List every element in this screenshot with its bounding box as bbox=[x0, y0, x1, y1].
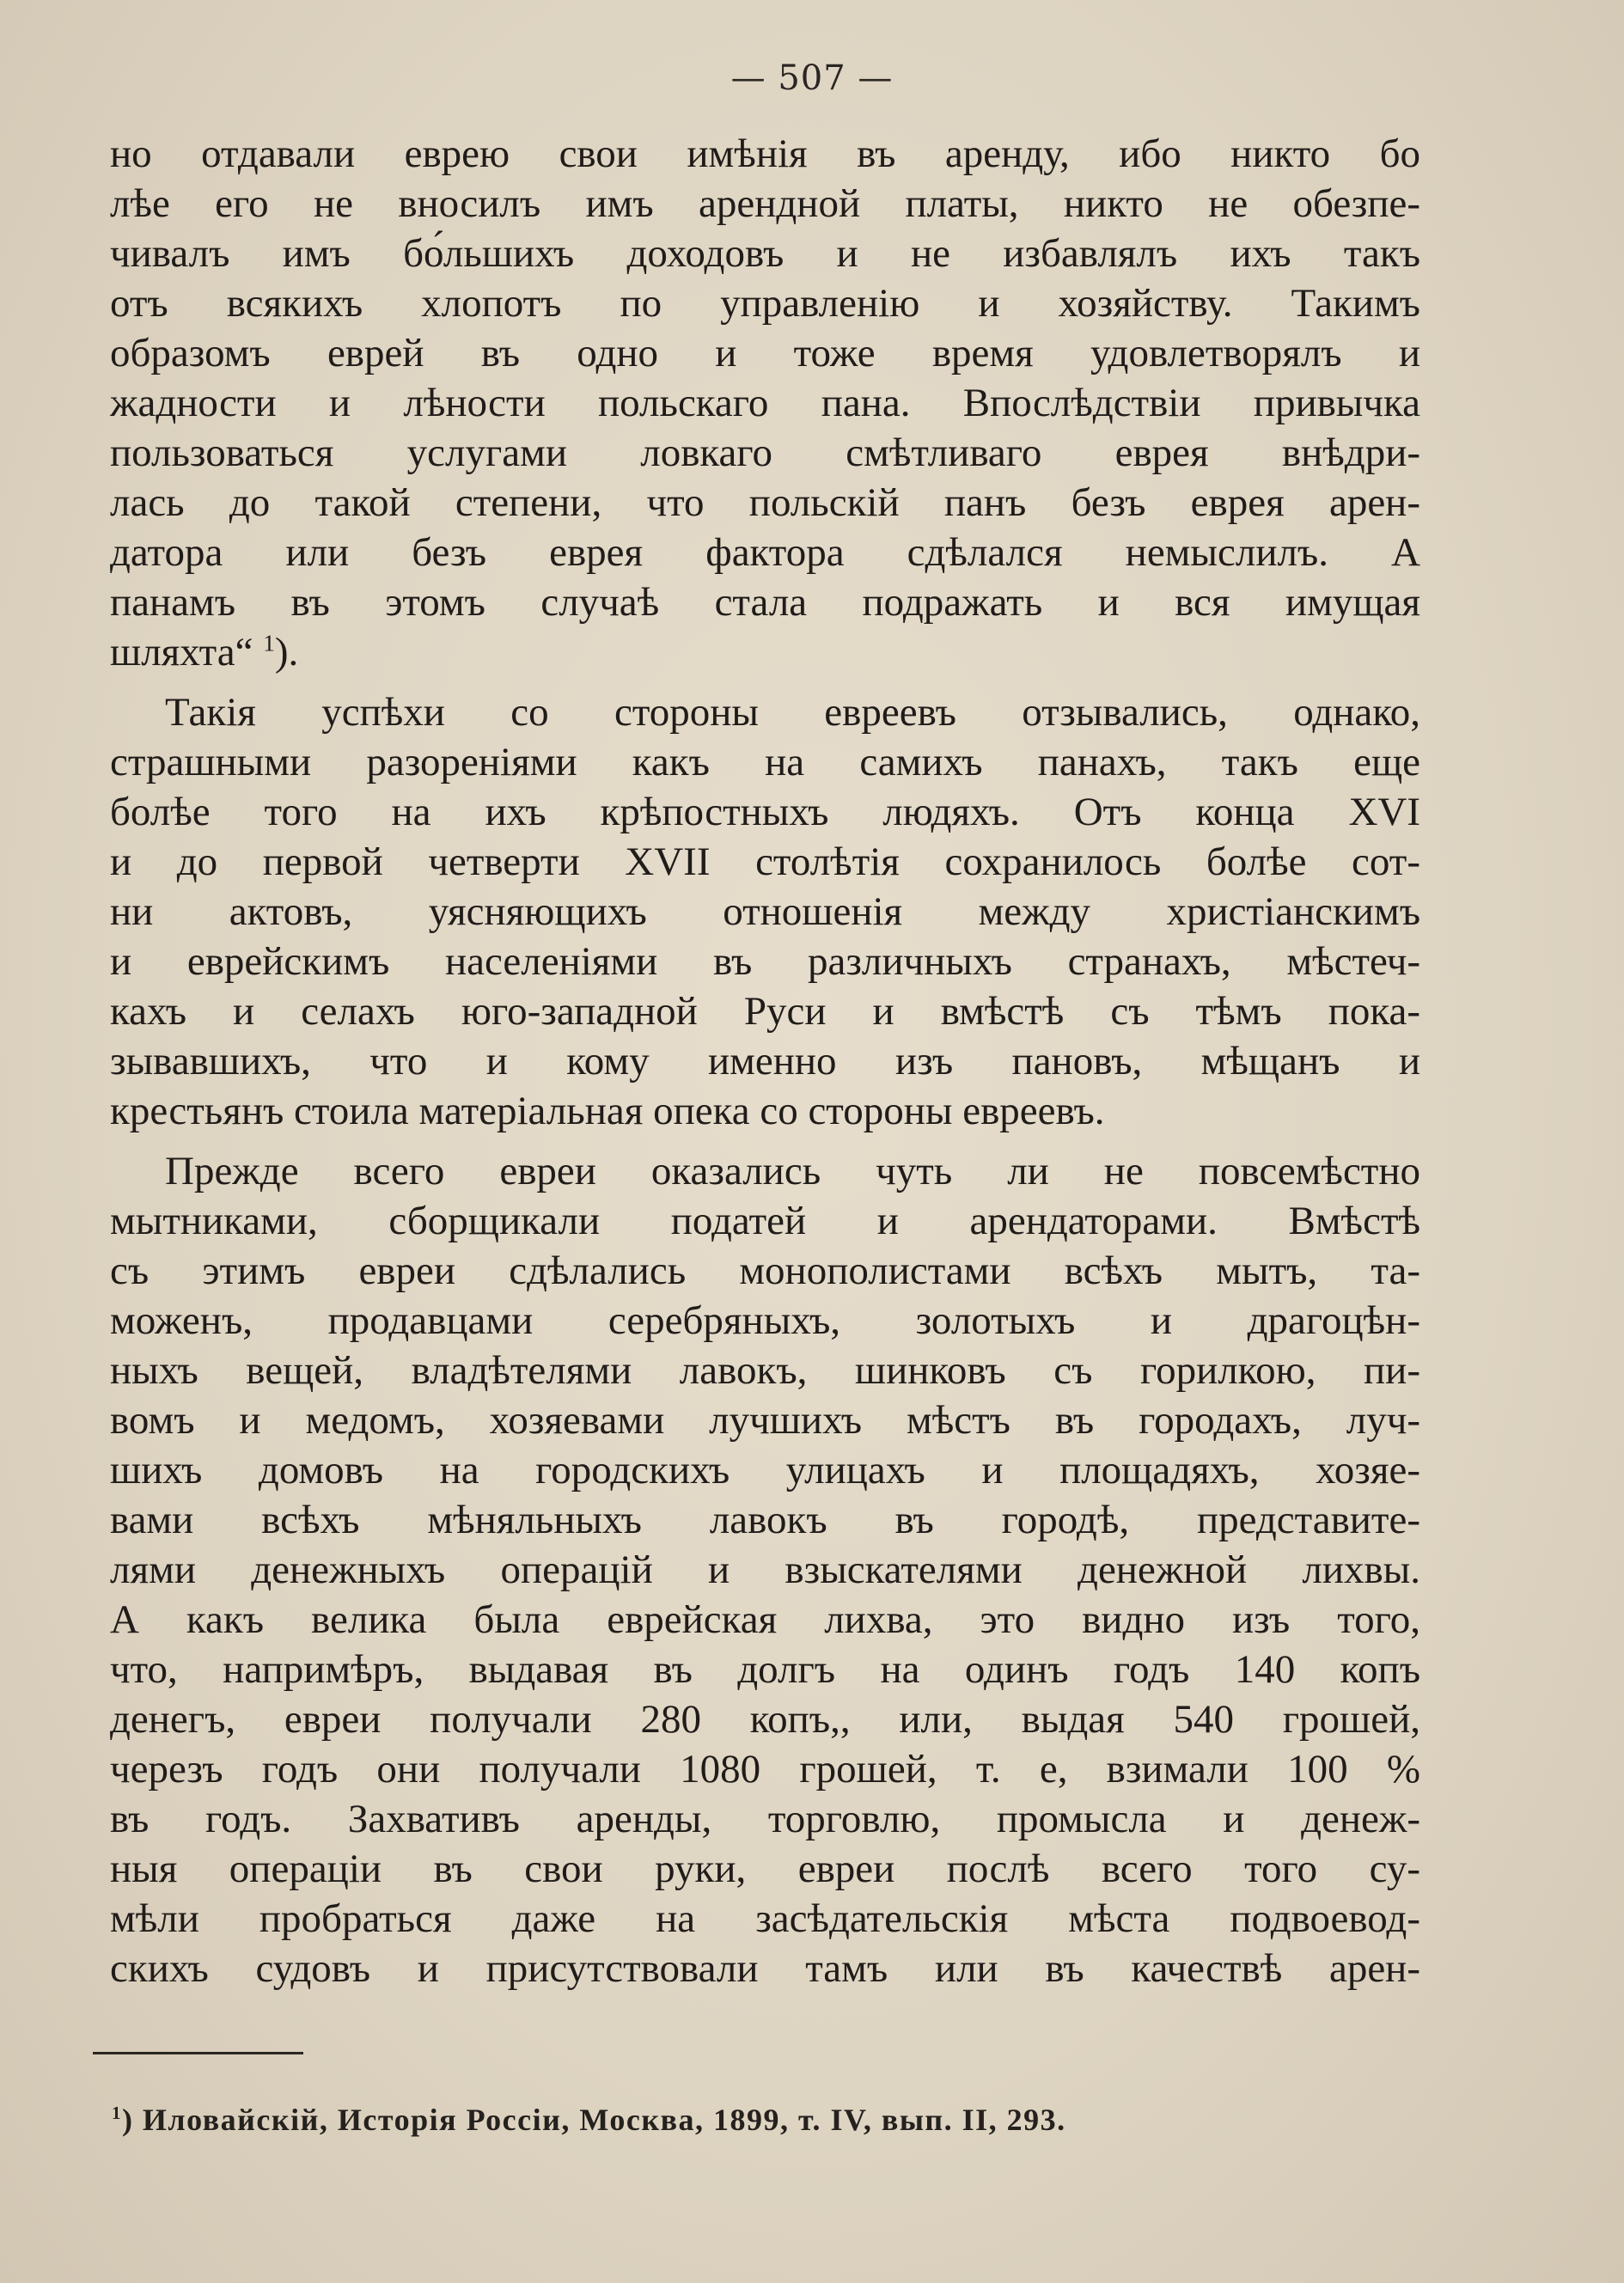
text-line: съ этимъ евреи сдѣлались монополистами всѣхъ мытъ, та- bbox=[110, 1248, 1420, 1293]
text-line: образомъ еврей въ одно и тоже время удовлетворялъ и bbox=[110, 331, 1420, 375]
text-line: что, напримѣръ, выдавая въ долгъ на одинъ годъ 140 копъ bbox=[110, 1647, 1420, 1692]
text-line: шихъ домовъ на городскихъ улицахъ и площадяхъ, хозяе- bbox=[110, 1448, 1420, 1492]
text-line: лями денежныхъ операцій и взыскателями денежной лихвы. bbox=[110, 1547, 1420, 1592]
text-line: и до первой четверти XVII столѣтія сохранилось болѣе сот- bbox=[110, 839, 1420, 884]
text-line-with-footnote-ref bbox=[110, 627, 1420, 677]
text-line: ни актовъ, уясняющихъ отношенія между христіанскимъ bbox=[110, 889, 1420, 934]
paragraph-2 bbox=[110, 687, 1420, 1136]
text-line: въ годъ. Захвативъ аренды, торговлю, промысла и денеж- bbox=[110, 1797, 1420, 1841]
text-line: лась до такой степени, что польскій панъ безъ еврея арен- bbox=[110, 480, 1420, 525]
text-line: крестьянъ стоила матеріальная опека со стороны евреевъ. bbox=[110, 1089, 1105, 1133]
text-line: скихъ судовъ и присутствовали тамъ или въ качествѣ арен- bbox=[110, 1946, 1420, 1991]
text-line: жадности и лѣности польскаго пана. Впослѣдствіи привычка bbox=[110, 381, 1420, 425]
footnote-divider bbox=[93, 2052, 303, 2054]
text-line: панамъ въ этомъ случаѣ стала подражать и вся имущая bbox=[110, 580, 1420, 625]
text-line: денегъ, евреи получали 280 копъ,, или, выдая 540 грошей, bbox=[110, 1697, 1420, 1742]
text-line: моженъ, продавцами серебряныхъ, золотыхъ и драгоцѣн- bbox=[110, 1298, 1420, 1343]
text-line: отъ всякихъ хлопотъ по управленію и хозяйству. Такимъ bbox=[110, 281, 1420, 326]
text-line: мѣли пробраться даже на засѣдательскія мѣста подвоевод- bbox=[110, 1896, 1420, 1941]
footnote-text: ) Иловайскій, Исторія Россіи, Москва, 1899, т. IV, вып. II, 293. bbox=[121, 2103, 1066, 2137]
text-line: вомъ и медомъ, хозяевами лучшихъ мѣстъ въ городахъ, луч- bbox=[110, 1398, 1420, 1443]
text-line: страшными разореніями какъ на самихъ панахъ, такъ еще bbox=[110, 740, 1420, 784]
paragraph-1 bbox=[110, 129, 1420, 677]
footnote bbox=[112, 2102, 1487, 2138]
text-line: кахъ и селахъ юго-западной Руси и вмѣстѣ съ тѣмъ пока- bbox=[110, 989, 1420, 1034]
text-line: мытниками, сборщикали податей и арендаторами. Вмѣстѣ bbox=[110, 1199, 1420, 1243]
text-line: и еврейскимъ населеніями въ различныхъ странахъ, мѣстеч- bbox=[110, 939, 1420, 984]
text-line: Такія успѣхи со стороны евреевъ отзывались, однако, bbox=[165, 690, 1420, 735]
text-line: ныхъ вещей, владѣтелями лавокъ, шинковъ съ горилкою, пи- bbox=[110, 1348, 1420, 1393]
text-line: ныя операціи въ свои руки, евреи послѣ всего того су- bbox=[110, 1847, 1420, 1891]
text-line: но отдавали еврею свои имѣнія въ аренду, ибо никто бо bbox=[110, 131, 1420, 176]
text-line: зывавшихъ, что и кому именно изъ пановъ, мѣщанъ и bbox=[110, 1039, 1420, 1084]
paragraph-3 bbox=[110, 1146, 1420, 1993]
text-line: вами всѣхъ мѣняльныхъ лавокъ въ городѣ, представите- bbox=[110, 1498, 1420, 1542]
text-line: черезъ годъ они получали 1080 грошей, т. е, взимали 100 % bbox=[110, 1747, 1420, 1792]
page-number: — 507 — bbox=[730, 58, 894, 98]
footnote-reference: 1 bbox=[263, 630, 275, 656]
footnote-marker: 1 bbox=[112, 2103, 122, 2123]
body-text bbox=[110, 129, 1420, 1993]
text-line: пользоваться услугами ловкаго смѣтливаго еврея внѣдри- bbox=[110, 430, 1420, 475]
text-fragment: шляхта“ bbox=[110, 630, 253, 675]
text-line: чивалъ имъ бо́льшихъ доходовъ и не избавлялъ ихъ такъ bbox=[110, 231, 1420, 276]
text-fragment: ). bbox=[274, 630, 299, 675]
text-line: А какъ велика была еврейская лихва, это видно изъ того, bbox=[110, 1597, 1420, 1642]
text-line: лѣе его не вносилъ имъ арендной платы, никто не обезпе- bbox=[110, 181, 1420, 226]
text-line: Прежде всего евреи оказались чуть ли не повсемѣстно bbox=[165, 1149, 1420, 1193]
text-line: датора или безъ еврея фактора сдѣлался немыслилъ. А bbox=[110, 530, 1420, 575]
text-line: болѣе того на ихъ крѣпостныхъ людяхъ. Отъ конца XVI bbox=[110, 790, 1420, 834]
